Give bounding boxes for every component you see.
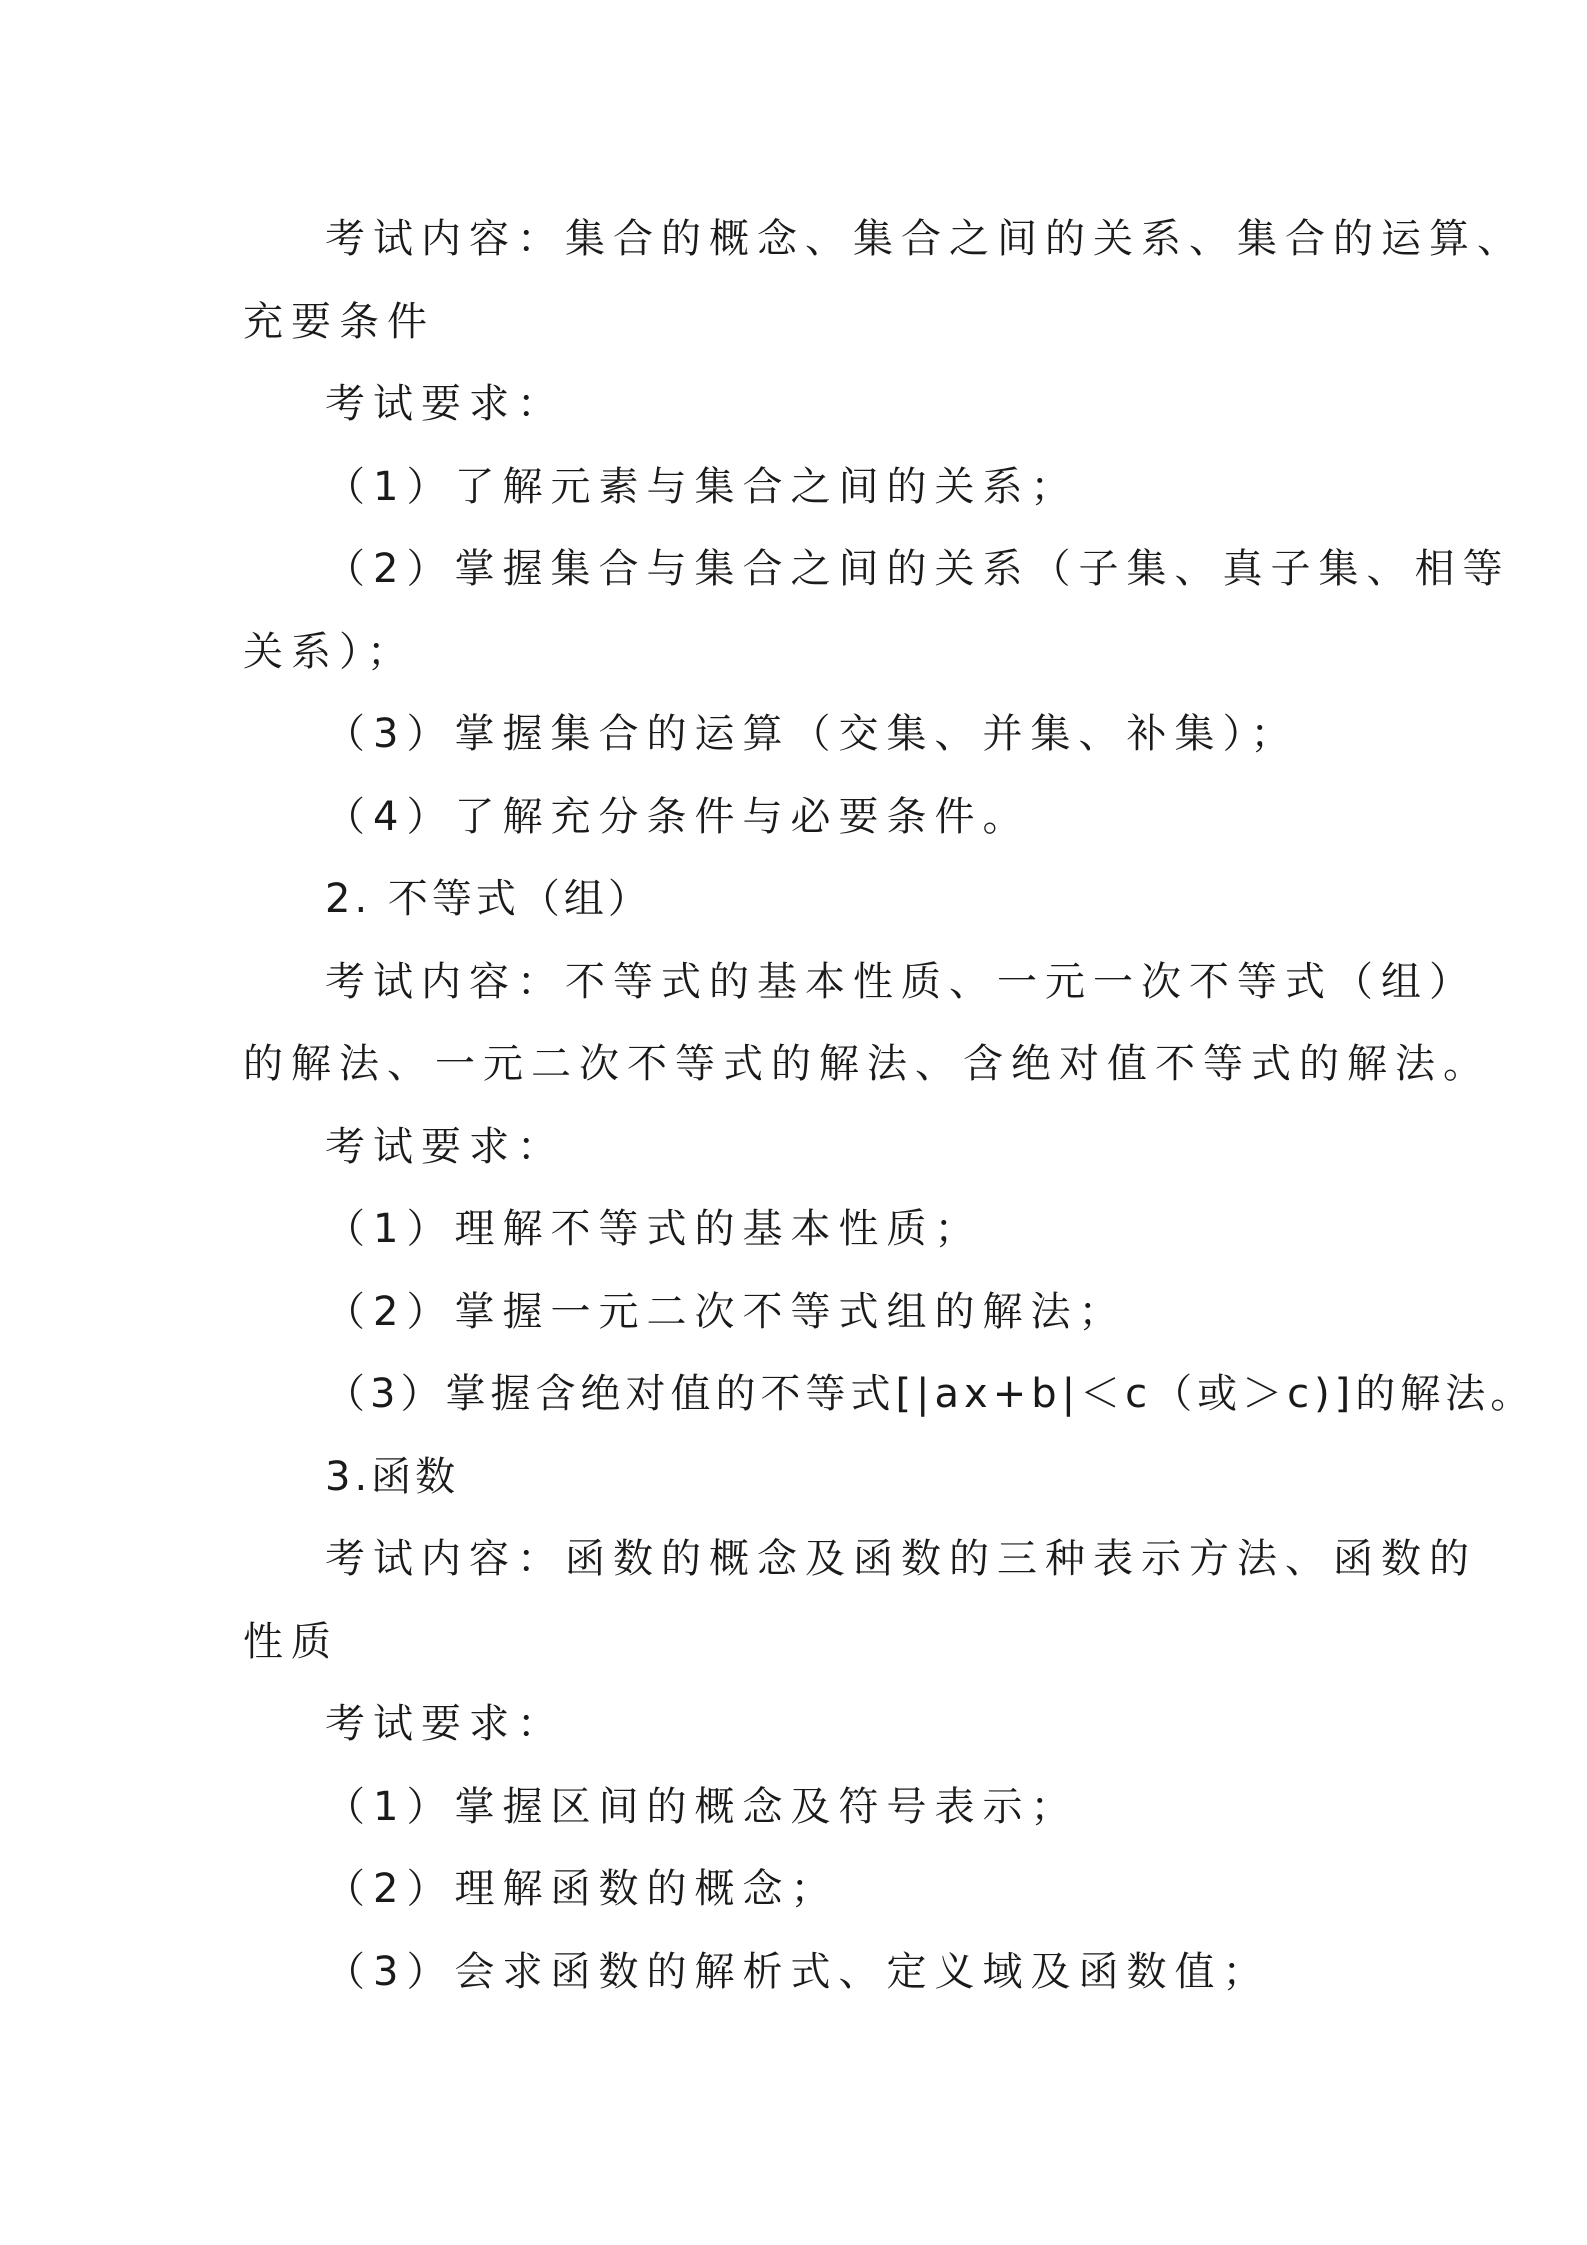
exam-requirements-heading: 考试要求： [325, 1701, 565, 1747]
requirement-item: （3）掌握含绝对值的不等式[|ax+b|＜c（或＞c)]的解法。 [325, 1371, 1536, 1417]
document-page [243, 198, 1536, 2013]
requirement-item: （2）理解函数的概念； [325, 1866, 839, 1912]
requirement-item: （1）掌握区间的概念及符号表示； [325, 1783, 1079, 1830]
exam-content-line-2: 的解法、一元二次不等式的解法、含绝对值不等式的解法。 [243, 1041, 1491, 1087]
requirement-item: （2）掌握集合与集合之间的关系（子集、真子集、相等 [325, 546, 1511, 592]
exam-content-line-1: 考试内容：集合的概念、集合之间的关系、集合的运算、 [325, 216, 1525, 262]
section-heading-inequalities: 2. 不等式（组） [325, 876, 652, 922]
exam-content-line-2: 性质 [243, 1618, 339, 1665]
exam-requirements-heading: 考试要求： [325, 381, 565, 427]
section-heading-functions: 3.函数 [325, 1453, 460, 1500]
requirement-item: （3）掌握集合的运算（交集、并集、补集）； [325, 711, 1299, 757]
exam-requirements-heading: 考试要求： [325, 1123, 565, 1170]
exam-content-line-2: 充要条件 [243, 298, 435, 345]
exam-content-line-1: 考试内容：不等式的基本性质、一元一次不等式（组） [325, 958, 1477, 1005]
requirement-item: （4）了解充分条件与必要条件。 [325, 793, 1031, 840]
requirement-item: （2）掌握一元二次不等式组的解法； [325, 1288, 1127, 1335]
requirement-item: （3）会求函数的解析式、定义域及函数值； [325, 1948, 1271, 1995]
requirement-item: （1）了解元素与集合之间的关系； [325, 463, 1079, 510]
exam-content-line-1: 考试内容：函数的概念及函数的三种表示方法、函数的 [325, 1536, 1477, 1582]
requirement-item-continued: 关系）； [243, 628, 415, 675]
requirement-item: （1）理解不等式的基本性质； [325, 1206, 983, 1252]
